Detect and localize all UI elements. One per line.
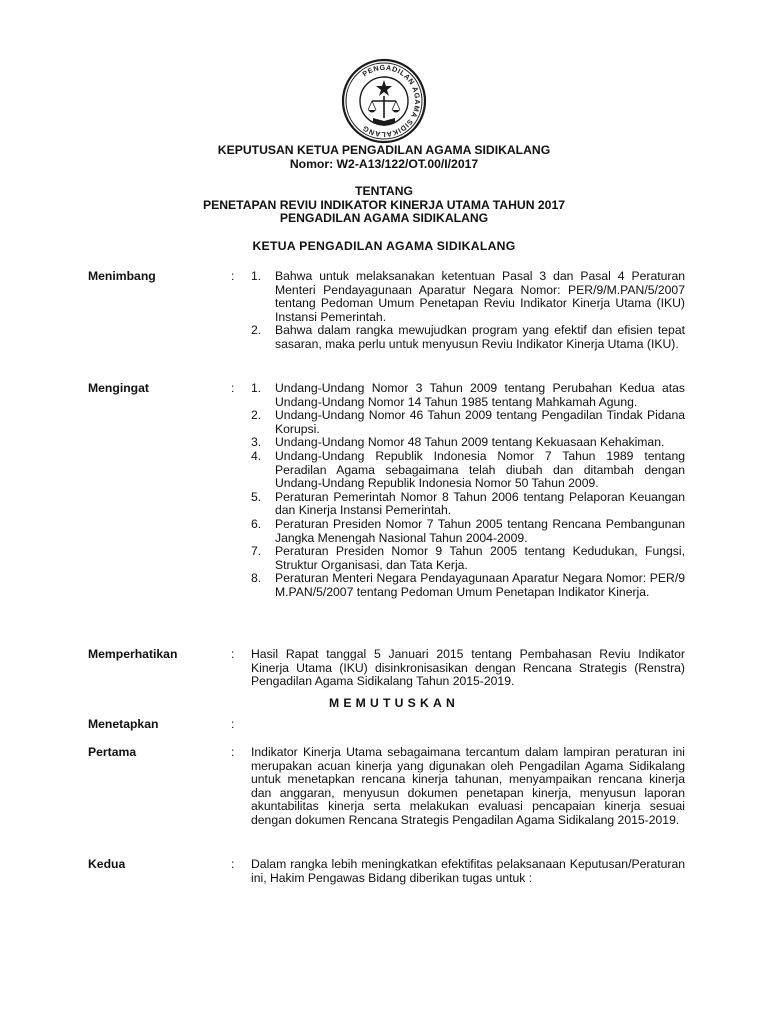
section-label: Kedua [88, 857, 126, 871]
item-text: Undang-Undang Nomor 46 Tahun 2009 tentang Pengadilan Tindak Pidana Korupsi. [275, 408, 685, 436]
list-item [251, 491, 685, 518]
item-number: 2. [251, 408, 262, 423]
list-item [251, 409, 685, 436]
subject-line-2: PENGADILAN AGAMA SIDIKALANG [279, 211, 489, 226]
item-text: Undang-Undang Republik Indonesia Nomor 7 Tahun 1989 tentang Peradilan Agama sebagaimana telah diubah dan ditambah dengan Undang-Undang Republik Indonesia Nomor 50 Tahun 2009. [275, 448, 685, 491]
item-text: Peraturan Pemerintah Nomor 8 Tahun 2006 tentang Pelaporan Keuangan dan Kinerja Instansi Pemerintah. [275, 489, 685, 518]
section-label: Memperhatikan [88, 647, 178, 661]
decree-heading [0, 144, 768, 171]
item-number: 1. [251, 269, 262, 283]
item-number: 3. [251, 435, 262, 450]
memutuskan-heading: MEMUTUSKAN [329, 696, 460, 710]
section-body [251, 382, 685, 600]
decree-title: KEPUTUSAN KETUA PENGADILAN AGAMA SIDIKALANG [217, 143, 551, 157]
section-label: Menetapkan [88, 717, 159, 731]
item-number: 2. [251, 323, 262, 338]
section-label: Pertama [88, 745, 137, 759]
item-text: Bahwa dalam rangka mewujudkan program yang efektif dan efisien tepat sasaran, maka perlu untuk menyusun Reviu Indikator Kinerja Utama (IKU). [275, 323, 685, 351]
item-text: Peraturan Menteri Negara Pendayagunaan Aparatur Negara Nomor: PER/9 M.PAN/5/2007 tentang Pedoman Umum Penetapan Indikator Kinerja. [275, 571, 685, 599]
list-item [251, 572, 685, 599]
item-text: Undang-Undang Nomor 3 Tahun 2009 tentang Perubahan Kedua atas Undang-Undang Nomor 14 Tahun 1985 tentang Mahkamah Agung. [275, 381, 685, 409]
section-body: Dalam rangka lebih meningkatkan efektifitas pelaksanaan Keputusan/Peraturan ini, Hakim Pengawas Bidang diberikan tugas untuk : [251, 857, 685, 885]
item-number: 4. [251, 448, 262, 463]
subject-line-1: PENETAPAN REVIU INDIKATOR KINERJA UTAMA TAHUN 2017 [202, 197, 566, 212]
decree-subject [0, 185, 768, 226]
item-text: Peraturan Presiden Nomor 7 Tahun 2005 tentang Rencana Pembangunan Jangka Menengah Nasional Tahun 2004-2009. [275, 516, 685, 545]
item-text: Peraturan Presiden Nomor 9 Tahun 2005 tentang Kedudukan, Fungsi, Struktur Organisasi, dan Tata Kerja. [275, 544, 685, 572]
section-colon: : [231, 857, 235, 871]
section-colon: : [231, 745, 235, 759]
section-body [251, 270, 685, 352]
list-item [251, 545, 685, 572]
list-item [251, 382, 685, 409]
list-item [251, 450, 685, 491]
section-body: Hasil Rapat tanggal 5 Januari 2015 tentang Pembahasan Reviu Indikator Kinerja Utama (IKU) disinkronisasikan dengan Rencana Strategis (Renstra) Pengadilan Agama Sidikalang Tahun 2015-2019. [251, 647, 685, 689]
list-item [251, 518, 685, 545]
item-number: 5. [251, 489, 262, 504]
section-colon: : [231, 647, 235, 661]
section-colon: : [231, 269, 235, 283]
list-item [251, 436, 685, 450]
issuer-heading: KETUA PENGADILAN AGAMA SIDIKALANG [252, 239, 516, 253]
list-item [251, 270, 685, 324]
item-text: Undang-Undang Nomor 48 Tahun 2009 tentang Kekuasaan Kehakiman. [275, 435, 665, 450]
item-number: 7. [251, 544, 262, 559]
list-item [251, 324, 685, 351]
section-body: Indikator Kinerja Utama sebagaimana tercantum dalam lampiran peraturan ini merupakan acuan kinerja yang digunakan oleh Pengadilan Agama Sidikalang untuk menetapkan rencana kinerja tahunan, menyampaikan rencana kinerja dan anggaran, menyusun dokumen penetapan kinerja, menyusun laporan akuntabilitas kinerja serta melakukan evaluasi pencapaian kinerja sesuai dengan dokumen Rencana Strategis Pengadilan Agama Sidikalang 2015-2019. [251, 745, 685, 827]
section-label: Menimbang [88, 269, 156, 283]
tentang-heading: TENTANG [355, 184, 413, 198]
court-seal-logo [341, 58, 427, 144]
section-colon: : [231, 381, 235, 395]
item-number: 8. [251, 571, 262, 586]
item-number: 1. [251, 381, 262, 395]
court-seal-icon [341, 58, 427, 144]
svg-text:PENGADILAN AGAMA SIDIKALANG: PENGADILAN AGAMA SIDIKALANG [360, 62, 423, 140]
item-text: Bahwa untuk melaksanakan ketentuan Pasal 3 dan Pasal 4 Peraturan Menteri Pendayagunaan Aparatur Negara Nomor: PER/9/M.PAN/5/2007 tentang Pedoman Umum Penetapan Reviu Indikator Kinerja Utama (IKU) Instansi Pemerintah. [275, 269, 685, 324]
section-label: Mengingat [88, 381, 149, 395]
item-number: 6. [251, 516, 262, 531]
section-colon: : [231, 717, 235, 731]
decree-number: Nomor: W2-A13/122/OT.00/I/2017 [289, 156, 479, 171]
